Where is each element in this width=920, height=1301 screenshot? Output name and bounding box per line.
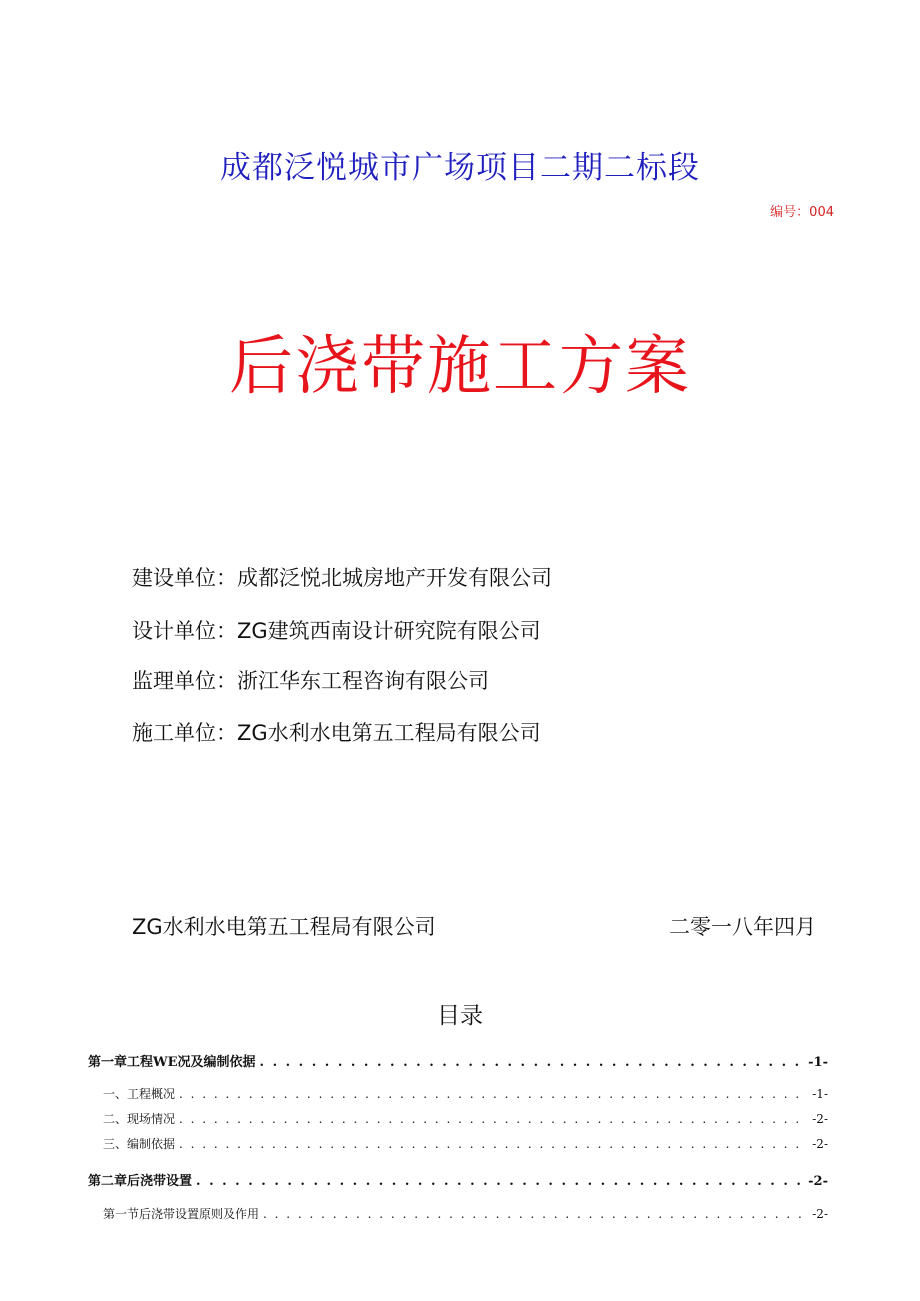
footer-company: ZG水利水电第五工程局有限公司 <box>132 915 436 939</box>
toc-leader-dots <box>179 1112 808 1126</box>
toc-entry-page: -1- <box>808 1055 828 1070</box>
toc-entry-page: -2- <box>812 1112 828 1126</box>
toc-entry[interactable] <box>103 1135 828 1152</box>
document-title: 后浇带施工方案 <box>229 330 691 404</box>
toc-entry-text: 第一节后浇带设置原则及作用 <box>103 1207 260 1221</box>
toc-leader-dots <box>196 1174 804 1189</box>
toc-entry[interactable] <box>88 1051 828 1070</box>
unit-label: 建设单位： <box>132 566 237 590</box>
unit-value: 成都泛悦北城房地产开发有限公司 <box>237 566 552 590</box>
unit-label: 监理单位： <box>132 669 237 693</box>
unit-line-contractor <box>132 717 541 747</box>
toc-entry[interactable] <box>103 1205 828 1222</box>
project-title: 成都泛悦城市广场项目二期二标段 <box>220 150 700 186</box>
toc-entry[interactable] <box>88 1170 828 1189</box>
unit-line-owner <box>132 562 552 592</box>
toc-leader-dots <box>179 1087 808 1101</box>
toc-entry[interactable] <box>103 1110 828 1127</box>
toc-leader-dots <box>179 1137 808 1151</box>
document-number: 编号：004 <box>770 205 834 220</box>
unit-value: ZG建筑西南设计研究院有限公司 <box>237 619 541 643</box>
toc-entry-text: 一、工程概况 <box>103 1087 176 1101</box>
toc-entry-text: 第一章工程WE况及编制依据 <box>88 1055 256 1070</box>
unit-label: 施工单位： <box>132 721 237 745</box>
toc-entry-page: -1- <box>812 1087 828 1101</box>
toc-leader-dots <box>263 1207 808 1221</box>
footer-date: 二零一八年四月 <box>669 915 816 939</box>
unit-value: 浙江华东工程咨询有限公司 <box>237 669 489 693</box>
toc-entry[interactable] <box>103 1085 828 1102</box>
toc-entry-text: 二、现场情况 <box>103 1112 176 1126</box>
unit-line-designer <box>132 615 541 645</box>
toc-entry-page: -2- <box>812 1137 828 1151</box>
toc-title: 目录 <box>437 1003 483 1029</box>
unit-line-supervisor <box>132 665 489 695</box>
toc-leader-dots <box>260 1055 805 1070</box>
toc-entry-text: 第二章后浇带设置 <box>88 1174 193 1189</box>
unit-label: 设计单位： <box>132 619 237 643</box>
toc-entry-page: -2- <box>808 1174 828 1189</box>
toc-entry-page: -2- <box>812 1207 828 1221</box>
toc-entry-text: 三、编制依据 <box>103 1137 176 1151</box>
unit-value: ZG水利水电第五工程局有限公司 <box>237 721 541 745</box>
